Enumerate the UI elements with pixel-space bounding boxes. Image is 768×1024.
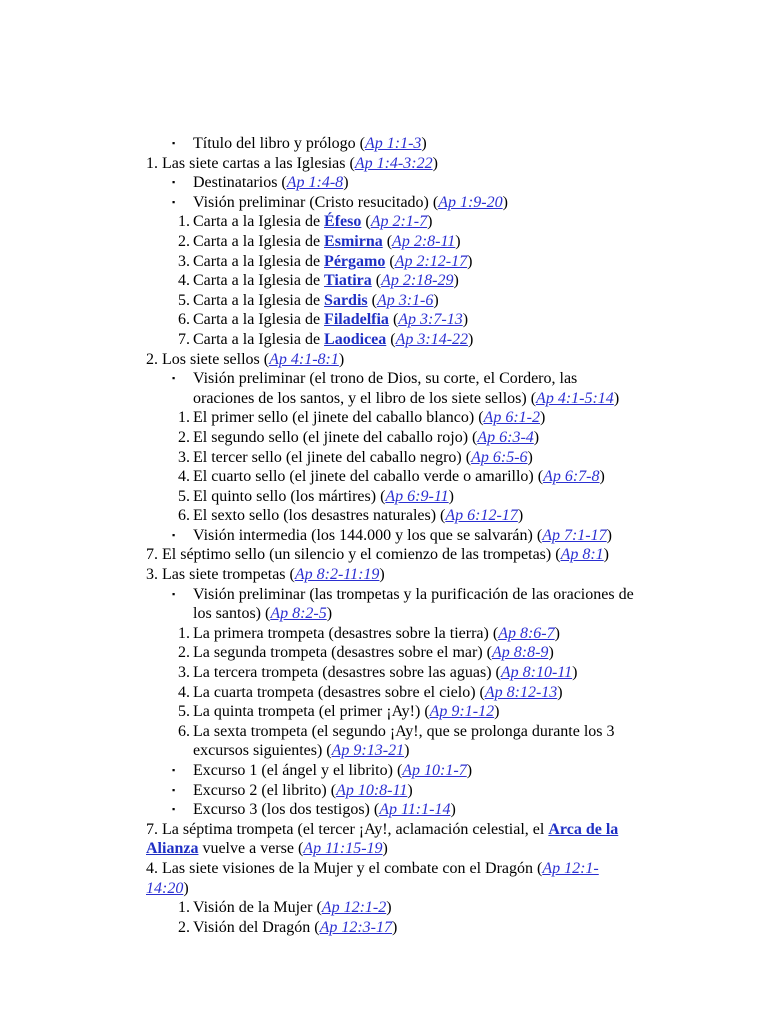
line-text: ) [326, 605, 333, 623]
line-text: Destinatarios ( [193, 174, 287, 192]
outline-line [146, 898, 706, 918]
scripture-reference-link[interactable]: Ap 6:5-6 [471, 448, 528, 466]
line-text: ) [606, 526, 612, 544]
list-number: 5. [178, 291, 190, 309]
outline-line [146, 448, 706, 468]
line-text: ) [599, 468, 605, 486]
scripture-reference-link[interactable]: Ap 1:4-8 [286, 174, 344, 192]
line-text: ( [386, 330, 396, 348]
line-text: ) [502, 193, 508, 211]
line-text: Visión preliminar (las trompetas y la purificación de las oraciones de [193, 585, 634, 603]
term-link[interactable]: Alianza [146, 840, 199, 858]
line-text: ) [527, 448, 533, 466]
line-text: excursos siguientes) ( [193, 742, 332, 760]
list-number: 7. [178, 330, 190, 348]
term-link[interactable]: Esmirna [324, 232, 383, 250]
list-number: 4. [178, 468, 190, 486]
line-text: 4. Las siete visiones de la Mujer y el combate con el Dragón ( [146, 859, 543, 877]
bullet-icon: ▪ [172, 529, 176, 540]
line-text: Carta a la Iglesia de [193, 311, 325, 329]
line-text: Visión del Dragón ( [193, 918, 320, 936]
line-text: ) [603, 546, 609, 564]
line-text: ) [433, 291, 439, 309]
outline-line [146, 193, 706, 213]
list-number: 2. [178, 644, 190, 662]
line-text: ) [462, 311, 469, 329]
scripture-reference-link[interactable]: Ap 8:6-7 [498, 624, 555, 642]
list-number: 6. [178, 507, 190, 525]
list-number: 1. [178, 409, 190, 427]
scripture-reference-link[interactable]: Ap 7:1-17 [542, 526, 607, 544]
scripture-reference-link[interactable]: Ap 12:1-2 [321, 899, 387, 917]
scripture-reference-link[interactable]: Ap 10:8-11 [336, 781, 408, 799]
list-number: 1. [178, 624, 190, 642]
line-text: ) [453, 272, 459, 290]
line-text: ) [494, 703, 500, 721]
line-text: La tercera trompeta (desastres sobre las aguas) ( [193, 664, 501, 682]
line-text: Carta a la Iglesia de [193, 291, 325, 309]
bullet-icon: ▪ [172, 196, 176, 207]
line-text: Carta a la Iglesia de [193, 213, 325, 231]
line-text: ) [572, 664, 578, 682]
line-text: ) [421, 135, 427, 152]
line-text: 2. Los siete sellos ( [146, 350, 270, 368]
line-text: 7. La séptima trompeta (el tercer ¡Ay!, aclamación celestial, el [146, 820, 549, 838]
outline-line-continuation [146, 839, 706, 859]
line-text: La quinta trompeta (el primer ¡Ay!) ( [193, 703, 430, 721]
outline-line [146, 310, 706, 330]
term-link[interactable]: Laodicea [324, 330, 387, 348]
bullet-icon: ▪ [172, 588, 176, 599]
line-text: El primer sello (el jinete del caballo blanco) ( [193, 409, 484, 427]
line-text: Visión preliminar (el trono de Dios, su corte, el Cordero, las [193, 370, 578, 388]
outline-document [146, 134, 706, 937]
line-text: ) [404, 742, 410, 760]
scripture-reference-link[interactable]: Ap 10:1-7 [402, 762, 467, 779]
line-text: 7. El séptimo sello (un silencio y el comienzo de las trompetas) ( [146, 546, 561, 564]
scripture-reference-link[interactable]: Ap 8:12-13 [484, 683, 558, 701]
outline-line [146, 506, 706, 526]
line-text: ) [338, 350, 345, 368]
outline-line [146, 291, 706, 311]
term-link[interactable]: Éfeso [324, 213, 362, 231]
outline-line [146, 585, 706, 605]
scripture-reference-link[interactable]: Ap 3:1-6 [376, 291, 434, 309]
outline-line [146, 408, 706, 428]
line-text: ) [468, 330, 474, 348]
line-text: Excurso 2 (el librito) ( [193, 781, 337, 799]
scripture-reference-link[interactable]: Ap 3:14-22 [395, 330, 469, 348]
scripture-reference-link[interactable]: Ap 9:13-21 [331, 742, 405, 760]
list-number: 3. [178, 252, 190, 270]
line-text: ( [385, 252, 395, 270]
list-number: 4. [178, 683, 190, 701]
line-text: ) [183, 879, 189, 897]
outline-line [146, 271, 706, 291]
scripture-reference-link[interactable]: Ap 1:9-20 [438, 193, 503, 211]
bullet-icon: ▪ [172, 784, 176, 795]
outline-line [146, 467, 706, 487]
outline-line [146, 702, 706, 722]
outline-line [146, 761, 706, 781]
bullet-icon: ▪ [172, 138, 176, 148]
outline-line-continuation [146, 741, 706, 761]
line-text: ) [382, 840, 388, 858]
line-text: Excurso 1 (el ángel y el librito) ( [193, 762, 403, 779]
line-text: ) [557, 683, 563, 701]
scripture-reference-link[interactable]: Ap 1:1-3 [364, 135, 422, 152]
line-text: ) [467, 252, 473, 270]
outline-line-continuation [146, 879, 706, 899]
term-link[interactable]: Tiatira [324, 272, 372, 290]
outline-line [146, 350, 706, 370]
outline-line [146, 565, 706, 585]
line-text: ) [539, 409, 546, 427]
line-text: ) [613, 389, 620, 407]
line-text: Visión intermedia (los 144.000 y los que se salvarán) ( [193, 526, 543, 544]
bullet-icon: ▪ [172, 373, 176, 384]
scripture-reference-link[interactable]: Ap 6:1-2 [483, 409, 540, 427]
list-number: 5. [178, 487, 190, 505]
line-text: El cuarto sello (el jinete del caballo verde o amarillo) ( [193, 468, 544, 486]
outline-line [146, 173, 706, 193]
line-text: 3. Las siete trompetas ( [146, 566, 295, 584]
list-number: 3. [178, 664, 190, 682]
line-text: Carta a la Iglesia de [193, 252, 325, 270]
line-text: El sexto sello (los desastres naturales) ( [193, 507, 446, 525]
scripture-reference-link[interactable]: Ap 12:3-17 [319, 918, 393, 936]
outline-line [146, 663, 706, 683]
line-text: El segundo sello (el jinete del caballo rojo) ( [193, 428, 478, 446]
list-number: 2. [178, 428, 190, 446]
line-text: ) [343, 174, 349, 192]
outline-line [146, 154, 706, 174]
list-number: 1. [178, 213, 190, 231]
line-text: ) [450, 801, 456, 819]
term-link[interactable]: Pérgamo [324, 252, 386, 270]
bullet-icon: ▪ [172, 804, 176, 815]
outline-line [146, 526, 706, 546]
outline-line-continuation [146, 389, 706, 409]
line-text: Excurso 3 (los dos testigos) ( [193, 801, 380, 819]
line-text: ) [427, 213, 433, 231]
list-number: 6. [178, 722, 190, 740]
list-number: 2. [178, 232, 190, 250]
line-text: oraciones de los santos, y el libro de los siete sellos) ( [193, 389, 537, 407]
scripture-reference-link[interactable]: Ap 2:12-17 [394, 252, 468, 270]
outline-line [146, 722, 706, 742]
line-text: ) [554, 624, 560, 642]
scripture-reference-link[interactable]: Ap 9:1-12 [429, 703, 495, 721]
scripture-reference-link[interactable]: Ap 1:4-3:22 [354, 154, 433, 172]
line-text: ( [382, 232, 393, 250]
outline-line [146, 134, 706, 154]
scripture-reference-link[interactable]: Ap 3:7-13 [398, 311, 463, 329]
line-text: ) [466, 762, 473, 779]
outline-line [146, 781, 706, 801]
line-text: ( [367, 291, 377, 309]
list-number: 6. [178, 311, 190, 329]
line-text: El quinto sello (los mártires) ( [193, 487, 386, 505]
term-link[interactable]: Sardis [324, 291, 368, 309]
line-text: Visión de la Mujer ( [193, 899, 322, 917]
scripture-reference-link[interactable]: Ap 8:2-11:19 [294, 566, 380, 584]
scripture-reference-link[interactable]: Ap 4:1-5:14 [536, 389, 614, 407]
line-text: Carta a la Iglesia de [193, 330, 325, 348]
outline-line [146, 918, 706, 938]
scripture-reference-link[interactable]: Ap 8:10-11 [500, 664, 573, 682]
line-text: ) [517, 507, 524, 525]
outline-line [146, 232, 706, 252]
term-link[interactable]: Arca de la [548, 820, 619, 838]
scripture-reference-link[interactable]: Ap 8:1 [560, 546, 604, 564]
outline-line [146, 252, 706, 272]
line-text: Visión preliminar (Cristo resucitado) ( [193, 193, 439, 211]
line-text: ) [448, 487, 454, 505]
outline-line [146, 369, 706, 389]
outline-line [146, 428, 706, 448]
scripture-reference-link[interactable]: Ap 6:9-11 [385, 487, 449, 505]
scripture-reference-link[interactable]: Ap 12:1- [542, 859, 599, 877]
line-text: los santos) ( [193, 605, 271, 623]
line-text: La primera trompeta (desastres sobre la tierra) ( [193, 624, 499, 642]
outline-line [146, 820, 706, 840]
scripture-reference-link[interactable]: Ap 2:1-7 [370, 213, 428, 231]
bullet-icon: ▪ [172, 177, 176, 188]
scripture-reference-link[interactable]: Ap 6:7-8 [543, 468, 600, 486]
line-text: ) [455, 232, 461, 250]
outline-line [146, 859, 706, 879]
outline-line [146, 487, 706, 507]
scripture-reference-link[interactable]: 14:20 [146, 879, 184, 897]
line-text: ( [361, 213, 371, 231]
outline-line [146, 800, 706, 820]
scripture-reference-link[interactable]: Ap 8:8-9 [492, 644, 549, 662]
line-text: ) [432, 154, 438, 172]
list-number: 1. [178, 899, 190, 917]
line-text: El tercer sello (el jinete del caballo negro) ( [193, 448, 472, 466]
scripture-reference-link[interactable]: Ap 4:1-8:1 [269, 350, 339, 368]
line-text: ( [371, 272, 382, 290]
list-number: 2. [178, 918, 190, 936]
line-text: vuelve a verse ( [198, 840, 304, 858]
list-number: 4. [178, 272, 190, 290]
bullet-icon: ▪ [172, 765, 176, 775]
outline-line [146, 212, 706, 232]
outline-line [146, 624, 706, 644]
scripture-reference-link[interactable]: Ap 2:18-29 [381, 272, 454, 290]
line-text: ) [548, 644, 554, 662]
scripture-reference-link[interactable]: Ap 6:3-4 [477, 428, 534, 446]
term-link[interactable]: Filadelfia [324, 311, 389, 329]
line-text: ) [407, 781, 413, 799]
line-text: 1. Las siete cartas a las Iglesias ( [146, 154, 355, 172]
list-number: 3. [178, 448, 190, 466]
outline-line-continuation [146, 604, 706, 624]
line-text: ( [388, 311, 399, 329]
line-text: Carta a la Iglesia de [193, 232, 325, 250]
scripture-reference-link[interactable]: Ap 8:2-5 [270, 605, 327, 623]
line-text: La segunda trompeta (desastres sobre el mar) ( [193, 644, 492, 662]
outline-line [146, 683, 706, 703]
line-text: La sexta trompeta (el segundo ¡Ay!, que se prolonga durante los 3 [193, 722, 615, 740]
line-text: ) [533, 428, 540, 446]
line-text: ) [379, 566, 385, 584]
scripture-reference-link[interactable]: Ap 11:15-19 [303, 840, 383, 858]
line-text: Carta a la Iglesia de [193, 272, 325, 290]
line-text: ) [392, 918, 398, 936]
outline-line [146, 330, 706, 350]
scripture-reference-link[interactable]: Ap 6:12-17 [445, 507, 518, 525]
scripture-reference-link[interactable]: Ap 11:1-14 [379, 801, 451, 819]
outline-line [146, 545, 706, 565]
list-number: 5. [178, 703, 190, 721]
scripture-reference-link[interactable]: Ap 2:8-11 [392, 232, 456, 250]
line-text: La cuarta trompeta (desastres sobre el cielo) ( [193, 683, 485, 701]
line-text: Título del libro y prólogo ( [193, 135, 365, 152]
line-text: ) [386, 899, 392, 917]
outline-line [146, 643, 706, 663]
